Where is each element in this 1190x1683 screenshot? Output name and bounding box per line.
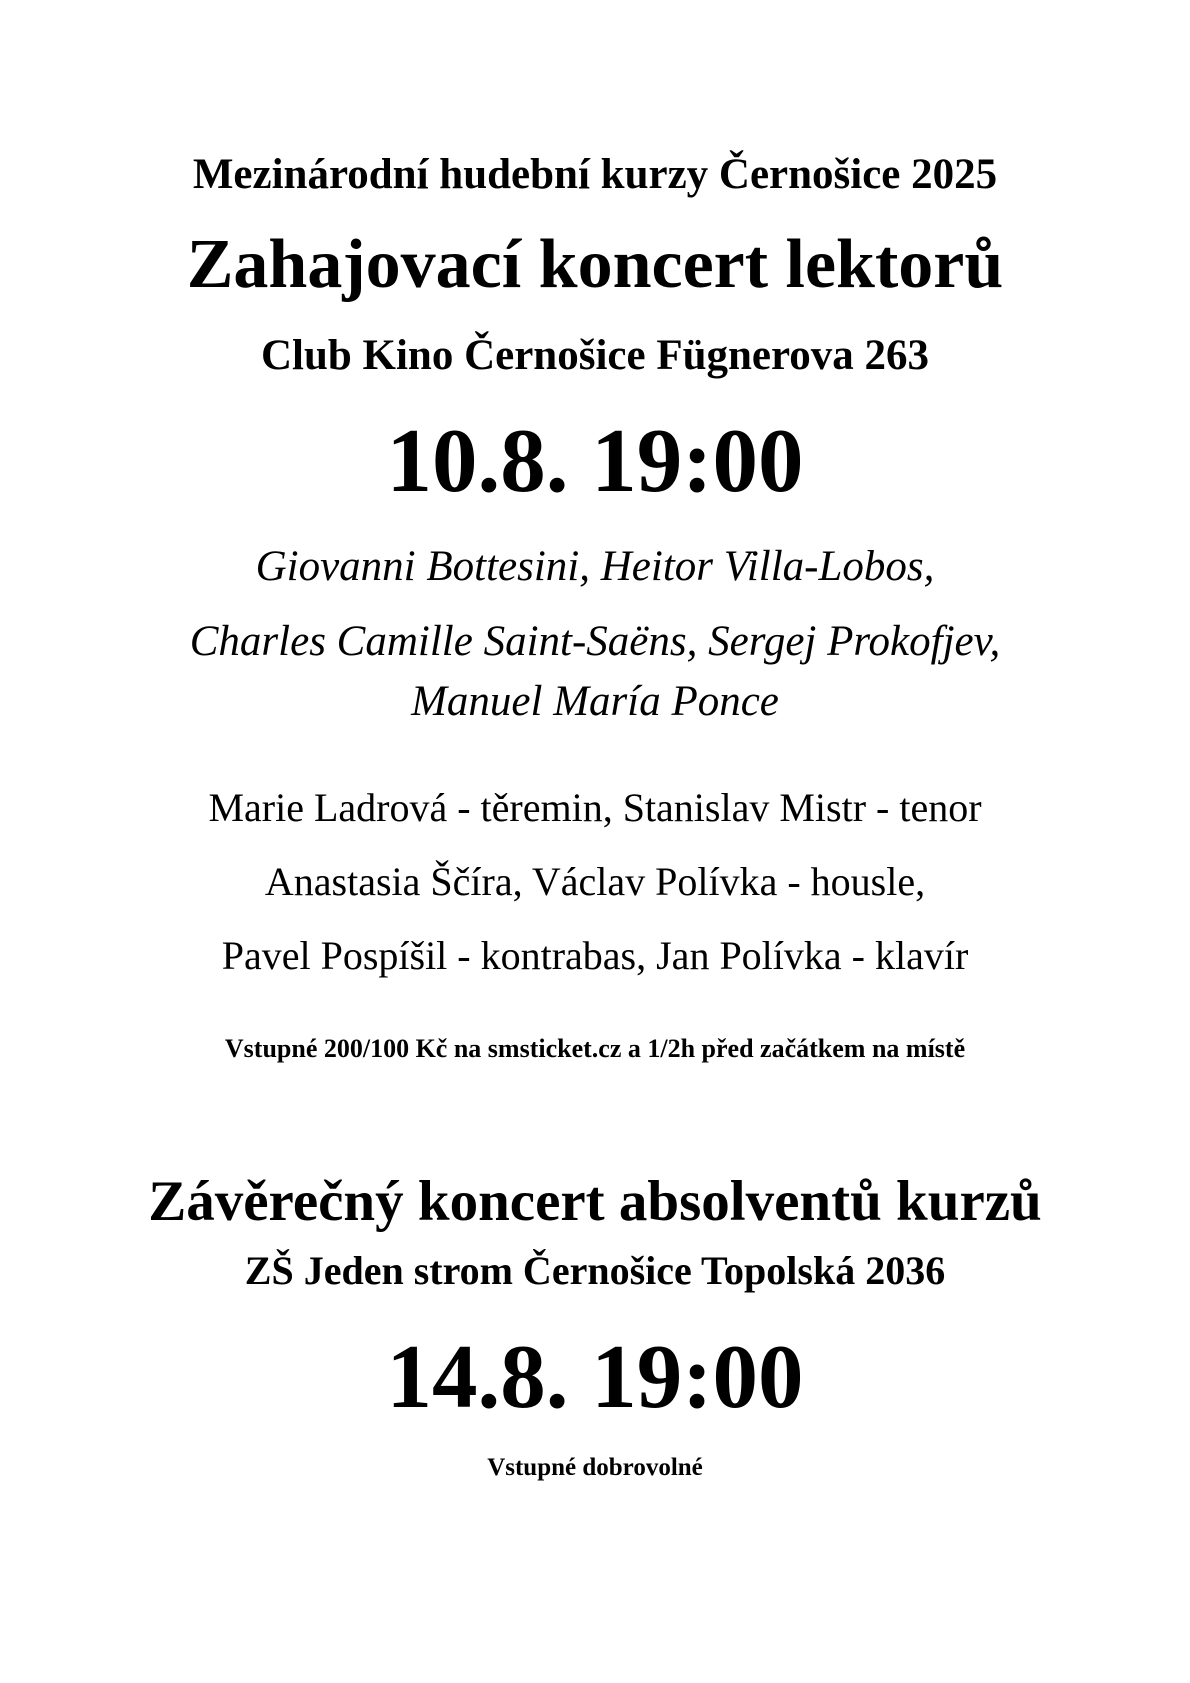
performers-line: Anastasia Ščíra, Václav Polívka - housle, (264, 859, 926, 904)
composers-line: Manuel María Ponce (411, 678, 779, 725)
performers-line: Marie Ladrová - těremin, Stanislav Mistr - tenor (208, 785, 982, 830)
opening-concert-title: Zahajovací koncert lektorů (186, 226, 1004, 303)
opening-concert-datetime: 10.8. 19:00 (386, 410, 804, 511)
opening-concert-admission: Vstupné 200/100 Kč na smsticket.cz a 1/2h před začátkem na místě (224, 1034, 966, 1063)
festival-title: Mezinárodní hudební kurzy Černošice 2025 (192, 151, 998, 198)
closing-concert-title: Závěrečný koncert absolventů kurzů (148, 1170, 1042, 1233)
closing-concert-admission: Vstupné dobrovolné (487, 1454, 703, 1481)
composers-line: Giovanni Bottesini, Heitor Villa-Lobos, (255, 543, 935, 590)
closing-concert-venue: ZŠ Jeden strom Černošice Topolská 2036 (244, 1248, 946, 1293)
closing-concert-datetime: 14.8. 19:00 (386, 1326, 804, 1427)
performers-line: Pavel Pospíšil - kontrabas, Jan Polívka - klavír (221, 933, 969, 978)
composers-line: Charles Camille Saint-Saëns, Sergej Prokofjev, (189, 618, 1001, 665)
opening-concert-venue: Club Kino Černošice Fügnerova 263 (260, 332, 930, 379)
